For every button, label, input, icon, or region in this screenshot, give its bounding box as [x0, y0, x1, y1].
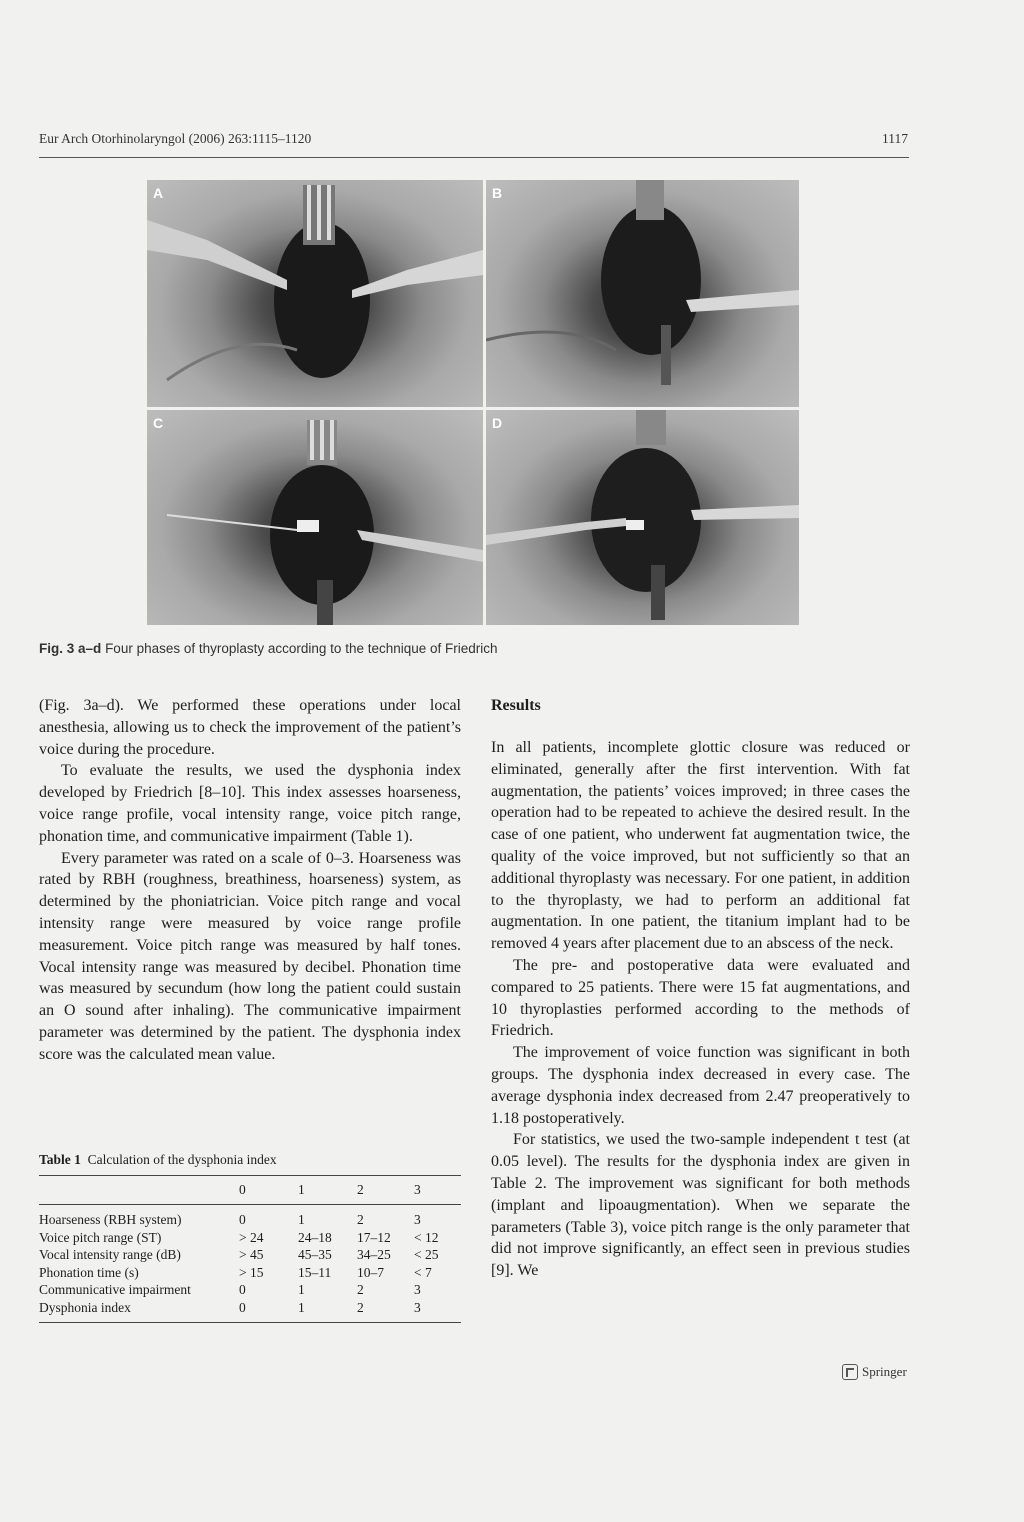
figure-panel-d	[486, 410, 799, 625]
figure-panel-c	[147, 410, 483, 625]
publisher-name: Springer	[862, 1364, 907, 1379]
table-cell: 0	[239, 1282, 246, 1297]
panel-label-d: D	[492, 415, 503, 431]
figure-panel-a	[147, 180, 483, 407]
publisher-logo	[842, 1364, 907, 1380]
table-cell: > 15	[239, 1264, 264, 1280]
figure-panel-b	[486, 180, 799, 407]
paragraph: For statistics, we used the two-sample independent t test (at 0.05 level). The results for the dysphonia index are given in Table 2. The improvement was significant for both methods (implant and lipoaugmentation). When we separate the parameters (Table 3), voice pitch range is the only parameter that did not improve significantly, an effect seen in previous studies [9]. We	[491, 1131, 910, 1280]
springer-horse-icon	[842, 1364, 858, 1380]
paragraph: To evaluate the results, we used the dysphonia index developed by Friedrich [8–10]. This index assesses hoarseness, voice range profile, vocal intensity range, voice pitch range, phonation time, and communicative impairment (Table 1).	[39, 762, 461, 845]
table-row	[39, 1281, 461, 1299]
table-cell: 24–18	[298, 1229, 332, 1245]
table-1	[39, 1175, 461, 1323]
paragraph: The improvement of voice function was significant in both groups. The dysphonia index decreased in every case. The average dysphonia index decreased from 2.47 preoperatively to 1.18 postoperatively.	[491, 1044, 910, 1127]
journal-citation: Eur Arch Otorhinolaryngol (2006) 263:1115–1120	[39, 131, 312, 146]
table-row	[39, 1264, 461, 1282]
table-header-cell: 2	[357, 1182, 364, 1197]
table-cell: > 24	[239, 1229, 264, 1245]
table-row	[39, 1299, 461, 1317]
header-rule	[39, 157, 909, 158]
table-cell: Phonation time (s)	[39, 1264, 139, 1280]
paragraph: In all patients, incomplete glottic closure was reduced or eliminated, generally after the first intervention. With fat augmentation, the patients’ voices improved; in three cases the operation had to be repeated to achieve the desired result. In the case of one patient, who underwent fat augmentation twice, the quality of the voice improved, but not sufficiently so that an additional thyroplasty was necessary. For one patient, in addition to the thyroplasty, we had to perform an additional fat augmentation. In one patient, the titanium implant had to be removed 4 years after placement due to an abscess of the neck.	[491, 739, 910, 953]
table-cell: 3	[414, 1282, 421, 1297]
table-header-cell: 3	[414, 1182, 421, 1197]
table-cell: 1	[298, 1282, 305, 1297]
surgery-photo-a	[147, 180, 483, 407]
page-number: 1117	[882, 131, 908, 146]
table-row	[39, 1229, 461, 1247]
table-caption: Calculation of the dysphonia index	[87, 1152, 277, 1167]
table-cell: > 45	[239, 1247, 264, 1262]
table-cell: 0	[239, 1212, 246, 1227]
panel-label-a: A	[153, 185, 164, 201]
table-cell: 2	[357, 1299, 364, 1315]
table-cell: 1	[298, 1299, 305, 1315]
surgery-photo-d	[486, 410, 799, 625]
table-cell: 17–12	[357, 1229, 391, 1245]
table-header-cell: 0	[239, 1182, 246, 1197]
table-cell: Communicative impairment	[39, 1282, 191, 1297]
table-cell: 2	[357, 1282, 364, 1297]
table-cell: 10–7	[357, 1264, 384, 1280]
table-cell: Voice pitch range (ST)	[39, 1229, 162, 1245]
section-heading-results: Results	[491, 697, 541, 714]
table-cell: Hoarseness (RBH system)	[39, 1212, 182, 1227]
paragraph: Every parameter was rated on a scale of 0–3. Hoarseness was rated by RBH (roughness, breathiness, hoarseness) system, as determined by the phoniatrician. Voice pitch range and vocal intensity range were measured by voice range profile measurement. Voice pitch range was measured by half tones. Vocal intensity range was measured by decibel. Phonation time was measured by secundum (how long the patient could sustain an O sound after inhaling). The communicative impairment parameter was determined by the patient. The dysphonia index score was the calculated mean value.	[39, 849, 461, 1063]
table-1-title	[39, 1152, 277, 1168]
table-cell: 2	[357, 1212, 364, 1227]
right-column	[491, 695, 910, 1282]
table-cell: 45–35	[298, 1247, 332, 1262]
figure-3	[147, 180, 799, 625]
panel-label-c: C	[153, 415, 164, 431]
table-cell: < 7	[414, 1264, 432, 1280]
surgery-photo-b	[486, 180, 799, 407]
table-cell: 3	[414, 1299, 421, 1315]
table-row	[39, 1211, 461, 1229]
table-cell: 34–25	[357, 1247, 391, 1262]
caption-text: Four phases of thyroplasty according to the technique of Friedrich	[105, 641, 498, 656]
table-cell: < 12	[414, 1229, 439, 1245]
table-cell: 3	[414, 1212, 421, 1227]
table-cell: 0	[239, 1299, 246, 1315]
table-cell: < 25	[414, 1247, 439, 1262]
panel-label-b: B	[492, 185, 503, 201]
surgery-photo-c	[147, 410, 483, 625]
table-header-row	[39, 1176, 461, 1205]
caption-sublabel: a–d	[78, 641, 102, 656]
paragraph: (Fig. 3a–d). We performed these operations under local anesthesia, allowing us to check the improvement of the patient’s voice during the procedure.	[39, 697, 461, 758]
table-label: Table 1	[39, 1152, 81, 1167]
table-header-cell	[39, 1176, 239, 1204]
left-column	[39, 695, 461, 1066]
table-cell: Vocal intensity range (dB)	[39, 1247, 181, 1262]
table-cell: 15–11	[298, 1264, 332, 1280]
paragraph: The pre- and postoperative data were evaluated and compared to 25 patients. There were 15 fat augmentations, and 10 thyroplasties performed according to the methods of Friedrich.	[491, 956, 910, 1040]
table-header-cell: 1	[298, 1182, 305, 1197]
table-cell: 1	[298, 1212, 305, 1227]
table-row	[39, 1246, 461, 1264]
table-cell: Dysphonia index	[39, 1299, 131, 1315]
caption-label: Fig. 3	[39, 641, 75, 656]
figure-caption	[39, 641, 498, 656]
